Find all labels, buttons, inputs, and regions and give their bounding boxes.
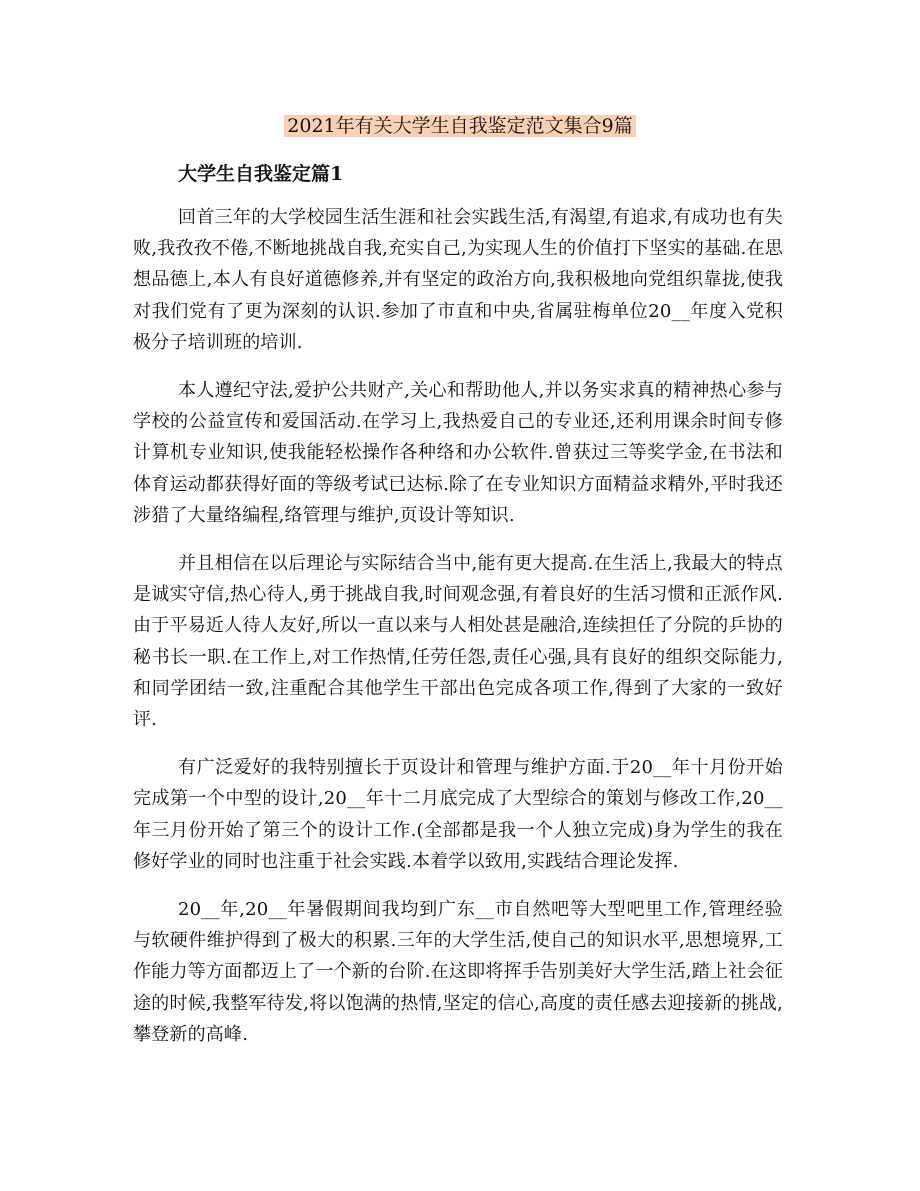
document-title-text: 2021年有关大学生自我鉴定范文集合9篇 xyxy=(284,115,635,137)
document-title xyxy=(0,112,920,140)
paragraph-4: 有广泛爱好的我特别擅长于页设计和管理与维护方面.于20__年十月份开始完成第一个中型的设计,20__年十二月底完成了大型综合的策划与修改工作,20__年三月份开始了第三个的设计工作.(全部都是我一个人独立完成)身为学生的我在修好学业的同时也注重于社会实践.本着学以致用,实践结合理论发挥. xyxy=(133,757,783,872)
document-body xyxy=(133,202,783,1067)
paragraph-3: 并且相信在以后理论与实际结合当中,能有更大提高.在生活上,我最大的特点是诚实守信,热心待人,勇于挑战自我,时间观念强,有着良好的生活习惯和正派作风.由于平易近人待人友好,所以一直以来与人相处甚是融洽,连续担任了分院的乒协的秘书长一职.在工作上,对工作热情,任劳任怨,责任心强,具有良好的组织交际能力,和同学团结一致,注重配合其他学生干部出色完成各项工作,得到了大家的一致好评. xyxy=(133,553,783,731)
paragraph-2: 本人遵纪守法,爱护公共财产,关心和帮助他人,并以务实求真的精神热心参与学校的公益宣传和爱国活动.在学习上,我热爱自己的专业还,还利用课余时间专修计算机专业知识,使我能轻松操作各种络和办公软件.曾获过三等奖学金,在书法和体育运动都获得好面的等级考试已达标.除了在专业知识方面精益求精外,平时我还涉猎了大量络编程,络管理与维护,页设计等知识. xyxy=(133,380,783,526)
paragraph-1: 回首三年的大学校园生活生涯和社会实践生活,有渴望,有追求,有成功也有失败,我孜孜不倦,不断地挑战自我,充实自己,为实现人生的价值打下坚实的基础.在思想品德上,本人有良好道德修养,并有坚定的政治方向,我积极地向党组织靠拢,使我对我们党有了更为深刻的认识.参加了市直和中央,省属驻梅单位20__年度入党积极分子培训班的培训. xyxy=(133,207,783,353)
paragraph-5: 20__年,20__年暑假期间我均到广东__市自然吧等大型吧里工作,管理经验与软硬件维护得到了极大的积累.三年的大学生活,使自己的知识水平,思想境界,工作能力等方面都迈上了一个新的台阶.在这即将挥手告别美好大学生活,踏上社会征途的时候,我整军待发,将以饱满的热情,坚定的信心,高度的责任感去迎接新的挑战,攀登新的高峰. xyxy=(133,899,783,1045)
section-heading: 大学生自我鉴定篇1 xyxy=(178,163,344,185)
